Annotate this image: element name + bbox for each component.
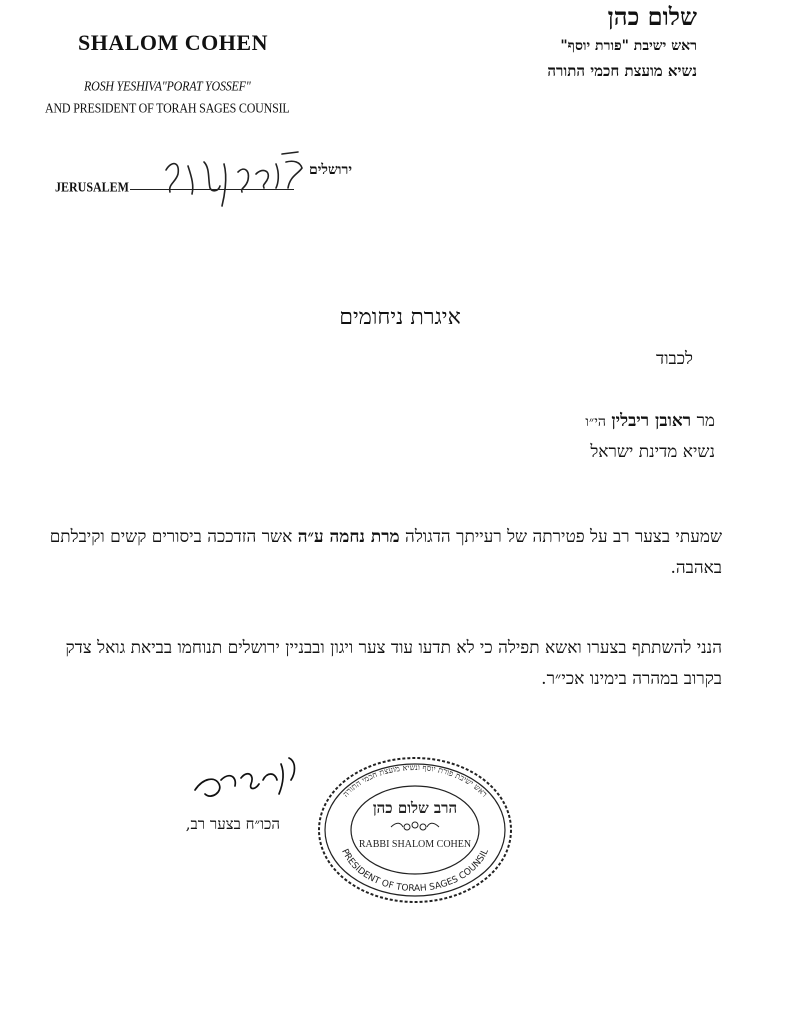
- stamp-ornament-icon: [391, 822, 439, 830]
- signature-icon: [185, 750, 315, 820]
- deceased-name: מרת נחמה ע״ה: [297, 527, 400, 547]
- salutation: לכבוד: [656, 349, 693, 369]
- paragraph-prayer: הנני להשתתף בצערו ואשא תפילה כי לא תדעו עוד צער ויגון ובבניין ירושלים תנוחמו בביאת גואל צדק בקרוב במהרה בימינו אכי״ר.: [65, 638, 722, 689]
- date-city-english: JERUSALEM: [55, 178, 130, 195]
- paragraph-1-end: אשר הזדככה ביסורים קשים וקיבלתם באהבה.: [49, 527, 722, 578]
- recipient-line: [585, 411, 715, 431]
- recipient-name: ראובן ריבלין: [611, 411, 692, 431]
- letter-title: איגרת ניחומים: [339, 305, 461, 330]
- letterhead-hebrew-title: ראש ישיבת "פורת יוסף": [560, 38, 697, 54]
- paragraph-condolence: [22, 522, 722, 584]
- date-city-hebrew: ירושלים: [309, 162, 352, 178]
- paragraph-1-start: שמעתי בצער רב על פטירתה של רעייתך הדגולה: [405, 527, 722, 547]
- stamp-ring-hebrew: ראש ישיבת פורת יוסף ונשיא מועצת חכמי התורה: [341, 762, 489, 799]
- letterhead-english-name: SHALOM COHEN: [78, 30, 268, 55]
- stamp-center-hebrew: הרב שלום כהן: [372, 799, 458, 817]
- letterhead-english-title: ROSH YESHIVA"PORAT YOSSEF": [84, 78, 251, 95]
- stamp-ring-english: PRESIDENT OF TORAH SAGES COUNSIL: [339, 847, 491, 895]
- letterhead-hebrew-name: שלום כהן: [607, 2, 697, 31]
- recipient-title: נשיא מדינת ישראל: [590, 442, 715, 462]
- stamp-center-english: RABBI SHALOM COHEN: [358, 839, 472, 850]
- official-stamp-icon: [315, 755, 515, 905]
- handwritten-date-icon: [158, 148, 308, 208]
- recipient-suffix: הי״ו: [585, 414, 606, 430]
- letterhead-english-subtitle: AND PRESIDENT OF TORAH SAGES COUNSIL: [45, 100, 290, 117]
- letterhead-hebrew-subtitle: נשיא מועצת חכמי התורה: [547, 62, 697, 80]
- signoff: הכו״ח בצער רב,: [185, 815, 280, 833]
- recipient-prefix: מר: [696, 411, 715, 431]
